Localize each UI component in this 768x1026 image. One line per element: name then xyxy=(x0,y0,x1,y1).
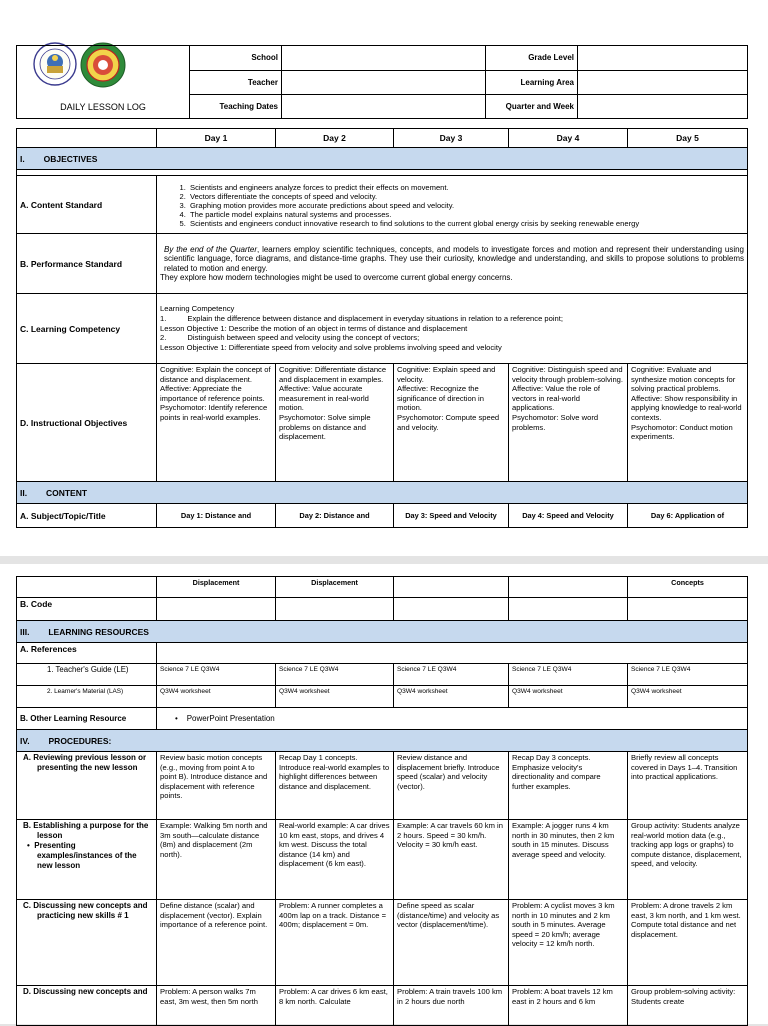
learning-competency-line: 1. Explain the difference between distance and displacement in everyday situations in relation to a reference point; xyxy=(160,313,563,323)
lesson-table-page-2 xyxy=(16,576,748,1026)
procedure-a-row xyxy=(17,752,748,820)
teacher-field[interactable] xyxy=(282,71,486,95)
code-day-4[interactable] xyxy=(509,598,628,621)
teachers-guide-day-3: Science 7 LE Q3W4 xyxy=(394,664,509,686)
code-label: B. Code xyxy=(17,598,157,621)
day-1-header: Day 1 xyxy=(157,129,276,148)
procedure-d-label: D. Discussing new concepts and xyxy=(17,986,157,1026)
day-4-header: Day 4 xyxy=(509,129,628,148)
learners-material-day-5: Q3W4 worksheet xyxy=(628,686,748,708)
topic-cont-day-1: Displacement xyxy=(157,577,276,598)
procedure-d-day-1: Problem: A person walks 7m east, 3m west, then 5m north xyxy=(157,986,276,1026)
procedure-d-day-2: Problem: A car drives 6 km east, 8 km north. Calculate xyxy=(276,986,394,1026)
procedure-c-day-5: Problem: A drone travels 2 km east, 3 km north, and 1 km west. Compute total distance and net displacement. xyxy=(628,900,748,986)
learning-competency-line: Lesson Objective 1: Describe the motion of an object in terms of distance and displacement xyxy=(160,323,468,333)
learners-material-row xyxy=(17,686,748,708)
instructional-objectives-label: D. Instructional Objectives xyxy=(17,364,157,482)
dll-title: DAILY LESSON LOG xyxy=(60,102,146,112)
teachers-guide-row xyxy=(17,664,748,686)
procedure-b-label-bullet: Presenting examples/instances of the new lesson xyxy=(34,841,137,870)
procedure-b-day-4: Example: A jogger runs 4 km north in 30 minutes, then 2 km south in 15 minutes. Discuss average speed and velocity. xyxy=(509,820,628,900)
procedure-d-day-5: Group problem-solving activity: Students create xyxy=(628,986,748,1026)
instructional-day-5: Cognitive: Evaluate and synthesize motion concepts for solving practical problems. Affective: Show responsibility in applying knowledge to real-world contexts. Psychomotor: Conduct motion experiments. xyxy=(628,364,748,482)
procedure-a-day-5: Briefly review all concepts covered in Days 1–4. Transition into practical applications. xyxy=(628,752,748,820)
learning-competency-line: Lesson Objective 1: Differentiate speed from velocity and solve problems involving speed and velocity xyxy=(160,343,502,353)
content-standard-row xyxy=(17,176,748,234)
code-day-2[interactable] xyxy=(276,598,394,621)
learning-competency-line: 2. Distinguish between speed and velocity using the concept of vectors; xyxy=(160,333,420,343)
topic-cont-day-4 xyxy=(509,577,628,598)
grade-level-field[interactable] xyxy=(578,46,748,71)
teaching-dates-label: Teaching Dates xyxy=(190,95,282,119)
page-2 xyxy=(0,564,768,1024)
learners-material-day-1: Q3W4 worksheet xyxy=(157,686,276,708)
procedure-b-day-2: Real-world example: A car drives 10 km east, stops, and drives 4 km west. Discuss the total distance (14 km) and displacement (6 km east). xyxy=(276,820,394,900)
topic-day-2: Day 2: Distance and xyxy=(276,504,394,528)
instructional-day-4: Cognitive: Distinguish speed and velocity through problem-solving. Affective: Value the role of vectors in real-world applications. Psychomotor: Solve word problems. xyxy=(509,364,628,482)
learners-material-label: 2. Learner's Material (LAS) xyxy=(17,686,157,708)
learners-material-day-2: Q3W4 worksheet xyxy=(276,686,394,708)
procedure-c-label: C. Discussing new concepts and practicing new skills # 1 xyxy=(17,900,157,986)
procedure-d-day-3: Problem: A train travels 100 km in 2 hours due north xyxy=(394,986,509,1026)
day-3-header: Day 3 xyxy=(394,129,509,148)
dll-title-cell xyxy=(17,46,190,119)
content-standard-item: 4. The particle model explains natural systems and processes. xyxy=(188,210,744,219)
performance-standard-em: By the end of the Quarter xyxy=(164,244,257,254)
teachers-guide-day-2: Science 7 LE Q3W4 xyxy=(276,664,394,686)
procedure-c-row xyxy=(17,900,748,986)
header-table xyxy=(16,45,748,119)
references-row xyxy=(17,643,748,664)
content-standard-list xyxy=(160,183,744,228)
learning-area-label: Learning Area xyxy=(486,71,578,95)
learning-competency-row xyxy=(17,294,748,364)
procedure-b-row xyxy=(17,820,748,900)
procedure-b-label-cell xyxy=(17,820,157,900)
objectives-section-row xyxy=(17,148,748,170)
resources-heading: III. LEARNING RESOURCES xyxy=(17,621,748,643)
topic-day-3: Day 3: Speed and Velocity xyxy=(394,504,509,528)
teacher-label: Teacher xyxy=(190,71,282,95)
other-resource-value: PowerPoint Presentation xyxy=(186,713,275,723)
performance-standard-extra: They explore how modern technologies might be used to overcome current global energy concerns. xyxy=(160,272,513,282)
content-section-row xyxy=(17,482,748,504)
subject-topic-row xyxy=(17,504,748,528)
performance-standard-row xyxy=(17,234,748,294)
instructional-day-2: Cognitive: Differentiate distance and displacement in examples. Affective: Value accurate measurement in real-world motion. Psychomotor: Solve simple problems on distance and displacement. xyxy=(276,364,394,482)
procedure-a-day-4: Recap Day 3 concepts. Emphasize velocity's directionality and compare further examples. xyxy=(509,752,628,820)
grade-level-label: Grade Level xyxy=(486,46,578,71)
topic-day-1: Day 1: Distance and xyxy=(157,504,276,528)
learning-area-field[interactable] xyxy=(578,71,748,95)
procedure-a-day-2: Recap Day 1 concepts. Introduce real-world examples to highlight differences between distance and displacement. xyxy=(276,752,394,820)
procedure-c-day-4: Problem: A cyclist moves 3 km north in 10 minutes and 2 km south in 5 minutes. Average speed = 20 km/h; average velocity = 12 km/h north. xyxy=(509,900,628,986)
quarter-week-field[interactable] xyxy=(578,95,748,119)
content-standard-item: 2. Vectors differentiate the concepts of speed and velocity. xyxy=(188,192,744,201)
learners-material-day-4: Q3W4 worksheet xyxy=(509,686,628,708)
content-standard-label: A. Content Standard xyxy=(17,176,157,234)
lesson-table-page-1 xyxy=(16,128,748,528)
teachers-guide-day-4: Science 7 LE Q3W4 xyxy=(509,664,628,686)
bullet-icon: • xyxy=(175,713,187,723)
school-label: School xyxy=(190,46,282,71)
code-row xyxy=(17,598,748,621)
topic-continuation-row xyxy=(17,577,748,598)
learning-competency-line: Learning Competency xyxy=(160,304,235,313)
procedure-d-row xyxy=(17,986,748,1026)
instructional-day-3: Cognitive: Explain speed and velocity. Affective: Recognize the significance of direction in motion. Psychomotor: Compute speed and velocity. xyxy=(394,364,509,482)
learners-material-day-3: Q3W4 worksheet xyxy=(394,686,509,708)
procedure-a-day-1: Review basic motion concepts (e.g., moving from point A to point B). Introduce distance and displacement with reference points. xyxy=(157,752,276,820)
teachers-guide-label: 1. Teacher's Guide (LE) xyxy=(17,664,157,686)
procedures-heading: IV. PROCEDURES: xyxy=(17,730,748,752)
instructional-day-1: Cognitive: Explain the concept of distance and displacement. Affective: Appreciate the importance of reference points. Psychomotor: Identify reference points in real-world examples. xyxy=(157,364,276,482)
content-standard-item: 1. Scientists and engineers analyze forces to predict their effects on movement. xyxy=(188,183,744,192)
school-field[interactable] xyxy=(282,46,486,71)
day-2-header: Day 2 xyxy=(276,129,394,148)
teachers-guide-day-5: Science 7 LE Q3W4 xyxy=(628,664,748,686)
topic-day-5: Day 6: Application of xyxy=(628,504,748,528)
other-resource-label: B. Other Learning Resource xyxy=(17,708,157,730)
day-5-header: Day 5 xyxy=(628,129,748,148)
procedure-d-day-4: Problem: A boat travels 12 km east in 2 hours and 6 km xyxy=(509,986,628,1026)
objectives-heading: I. OBJECTIVES xyxy=(17,148,748,170)
procedure-a-label: A. Reviewing previous lesson or presenting the new lesson xyxy=(17,752,157,820)
instructional-objectives-row xyxy=(17,364,748,482)
performance-standard-label: B. Performance Standard xyxy=(17,234,157,294)
code-day-1[interactable] xyxy=(157,598,276,621)
teaching-dates-field[interactable] xyxy=(282,95,486,119)
procedure-b-day-3: Example: A car travels 60 km in 2 hours. Speed = 30 km/h. Velocity = 30 km/h east. xyxy=(394,820,509,900)
topic-cont-day-5: Concepts xyxy=(628,577,748,598)
procedure-b-day-1: Example: Walking 5m north and 3m south—calculate distance (8m) and displacement (2m north). xyxy=(157,820,276,900)
other-resource-row xyxy=(17,708,748,730)
procedures-section-row xyxy=(17,730,748,752)
procedure-c-day-1: Define distance (scalar) and displacement (vector). Explain importance of a reference point. xyxy=(157,900,276,986)
topic-day-4: Day 4: Speed and Velocity xyxy=(509,504,628,528)
content-standard-item: 3. Graphing motion provides more accurate predictions about speed and velocity. xyxy=(188,201,744,210)
learning-competency-label: C. Learning Competency xyxy=(17,294,157,364)
teachers-guide-day-1: Science 7 LE Q3W4 xyxy=(157,664,276,686)
content-heading: II. CONTENT xyxy=(17,482,748,504)
procedure-b-day-5: Group activity: Students analyze real-world motion data (e.g., tracking app logs or graphs) to compute distance, displacement, speed, and velocity. xyxy=(628,820,748,900)
procedure-a-day-3: Review distance and displacement briefly. Introduce speed (scalar) and velocity (vector). xyxy=(394,752,509,820)
quarter-week-label: Quarter and Week xyxy=(486,95,578,119)
references-label: A. References xyxy=(17,643,157,664)
procedure-c-day-2: Problem: A runner completes a 400m lap on a track. Distance = 400m; displacement = 0m. xyxy=(276,900,394,986)
topic-cont-day-3 xyxy=(394,577,509,598)
day-header-row xyxy=(17,129,748,148)
procedure-b-label: B. Establishing a purpose for the lesson xyxy=(23,821,149,840)
content-standard-item: 5. Scientists and engineers conduct innovative research to find solutions to the current global energy crisis by seeking renewable energy xyxy=(188,219,744,228)
code-day-5[interactable] xyxy=(628,598,748,621)
topic-cont-day-2: Displacement xyxy=(276,577,394,598)
code-day-3[interactable] xyxy=(394,598,509,621)
resources-section-row xyxy=(17,621,748,643)
subject-topic-label: A. Subject/Topic/Title xyxy=(17,504,157,528)
performance-standard-text: , learners employ scientific techniques, concepts, and models to investigate forces and motion and represent their understanding using scientific language, force diagrams, and distance-time graphs. They use their curiosity, knowledge and understanding, and skills to propose solutions to problems related to motion and energy. xyxy=(164,244,744,273)
procedure-c-day-3: Define speed as scalar (distance/time) and velocity as vector (displacement/time). xyxy=(394,900,509,986)
bullet-icon: • xyxy=(27,841,35,850)
